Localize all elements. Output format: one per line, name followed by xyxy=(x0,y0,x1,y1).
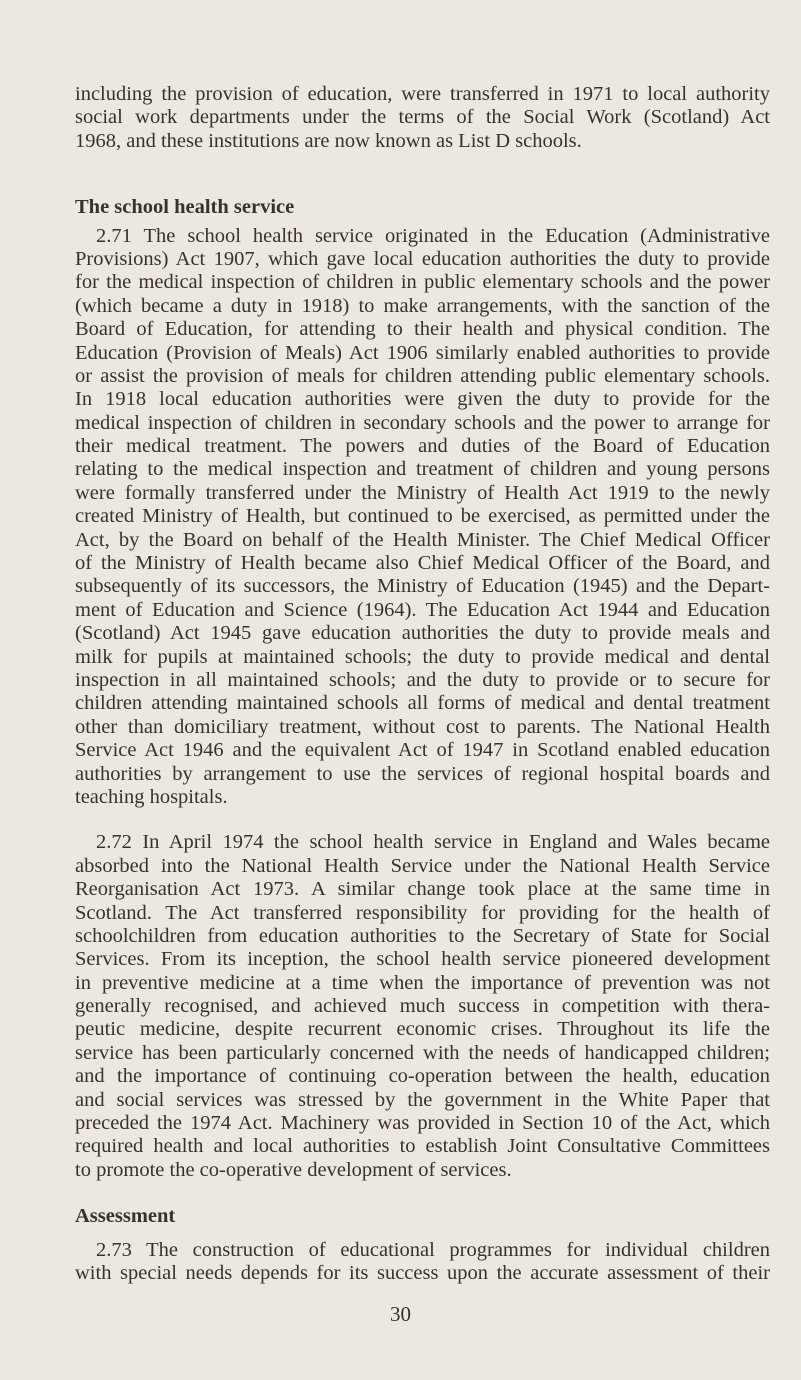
text-line: social work departments under the terms of the Social Work (Scotland) Act xyxy=(75,106,770,129)
text-line: with special needs depends for its success upon the accurate assessment of their xyxy=(75,1261,770,1284)
text-line: Act, by the Board on behalf of the Health Minister. The Chief Medical Officer xyxy=(75,528,770,551)
text-line: Education (Provision of Meals) Act 1906 similarly enabled authorities to provide xyxy=(75,341,770,364)
text-line: required health and local authorities to establish Joint Consultative Committees xyxy=(75,1135,770,1158)
text-line: (which became a duty in 1918) to make arrangements, with the sanction of the xyxy=(75,294,770,317)
text-line: Service Act 1946 and the equivalent Act of 1947 in Scotland enabled education xyxy=(75,739,770,762)
text-line: children attending maintained schools all forms of medical and dental treatment xyxy=(75,692,770,715)
text-line: Scotland. The Act transferred responsibility for providing for the health of xyxy=(75,901,770,924)
section-heading-school-health-service: The school health service xyxy=(75,196,295,219)
text-line: and social services was stressed by the government in the White Paper that xyxy=(75,1088,770,1111)
paragraph-2-72 xyxy=(75,831,770,1182)
text-line: generally recognised, and achieved much success in competition with thera- xyxy=(75,995,770,1018)
text-line: Board of Education, for attending to their health and physical condition. The xyxy=(75,318,770,341)
text-line: milk for pupils at maintained schools; the duty to provide medical and dental xyxy=(75,645,770,668)
text-line: Provisions) Act 1907, which gave local education authorities the duty to provide xyxy=(75,247,770,270)
text-line: schoolchildren from education authorities to the Secretary of State for Social xyxy=(75,924,770,947)
section-heading-assessment: Assessment xyxy=(75,1205,176,1228)
document-page xyxy=(75,83,770,1285)
text-line: to promote the co-operative development of services. xyxy=(75,1158,512,1181)
text-line: peutic medicine, despite recurrent economic crises. Throughout its life the xyxy=(75,1018,770,1041)
text-line: created Ministry of Health, but continued to be exercised, as permitted under the xyxy=(75,505,770,528)
text-line: in preventive medicine at a time when the importance of prevention was not xyxy=(75,971,770,994)
text-line: 2.71 The school health service originated in the Education (Administrative xyxy=(96,224,770,247)
text-line: for the medical inspection of children in public elementary schools and the power xyxy=(75,271,770,294)
paragraph-2-71 xyxy=(75,225,770,810)
text-line: absorbed into the National Health Service under the National Health Service xyxy=(75,854,770,877)
text-line: of the Ministry of Health became also Chief Medical Officer of the Board, and xyxy=(75,552,770,575)
text-line: medical inspection of children in secondary schools and the power to arrange for xyxy=(75,411,770,434)
text-line: In 1918 local education authorities were given the duty to provide for the xyxy=(75,388,770,411)
text-line: ment of Education and Science (1964). The Education Act 1944 and Education xyxy=(75,598,770,621)
text-line: and the importance of continuing co-operation between the health, education xyxy=(75,1065,770,1088)
text-line: Services. From its inception, the school health service pioneered development xyxy=(75,948,770,971)
text-line: inspection in all maintained schools; and the duty to provide or to secure for xyxy=(75,668,770,691)
text-line: or assist the provision of meals for children attending public elementary schools. xyxy=(75,364,770,387)
text-line: 2.73 The construction of educational programmes for individual children xyxy=(96,1238,770,1261)
text-line: were formally transferred under the Ministry of Health Act 1919 to the newly xyxy=(75,481,770,504)
page-number: 30 xyxy=(390,1302,411,1326)
text-line: (Scotland) Act 1945 gave education authorities the duty to provide meals and xyxy=(75,622,770,645)
text-line: other than domiciliary treatment, without cost to parents. The National Health xyxy=(75,715,770,738)
text-line: relating to the medical inspection and treatment of children and young persons xyxy=(75,458,770,481)
paragraph-2-73 xyxy=(75,1239,770,1286)
paragraph-intro xyxy=(75,83,770,153)
text-line: their medical treatment. The powers and duties of the Board of Education xyxy=(75,435,770,458)
text-line: including the provision of education, were transferred in 1971 to local authority xyxy=(75,83,770,105)
text-line: preceded the 1974 Act. Machinery was provided in Section 10 of the Act, which xyxy=(75,1112,770,1135)
text-line: teaching hospitals. xyxy=(75,785,228,808)
text-line: authorities by arrangement to use the services of regional hospital boards and xyxy=(75,762,770,785)
text-line: 1968, and these institutions are now known as List D schools. xyxy=(75,129,582,152)
text-line: service has been particularly concerned with the needs of handicapped children; xyxy=(75,1041,770,1064)
text-line: subsequently of its successors, the Ministry of Education (1945) and the Depart- xyxy=(75,575,770,598)
text-line: Reorganisation Act 1973. A similar change took place at the same time in xyxy=(75,878,770,901)
text-line: 2.72 In April 1974 the school health service in England and Wales became xyxy=(96,831,770,854)
